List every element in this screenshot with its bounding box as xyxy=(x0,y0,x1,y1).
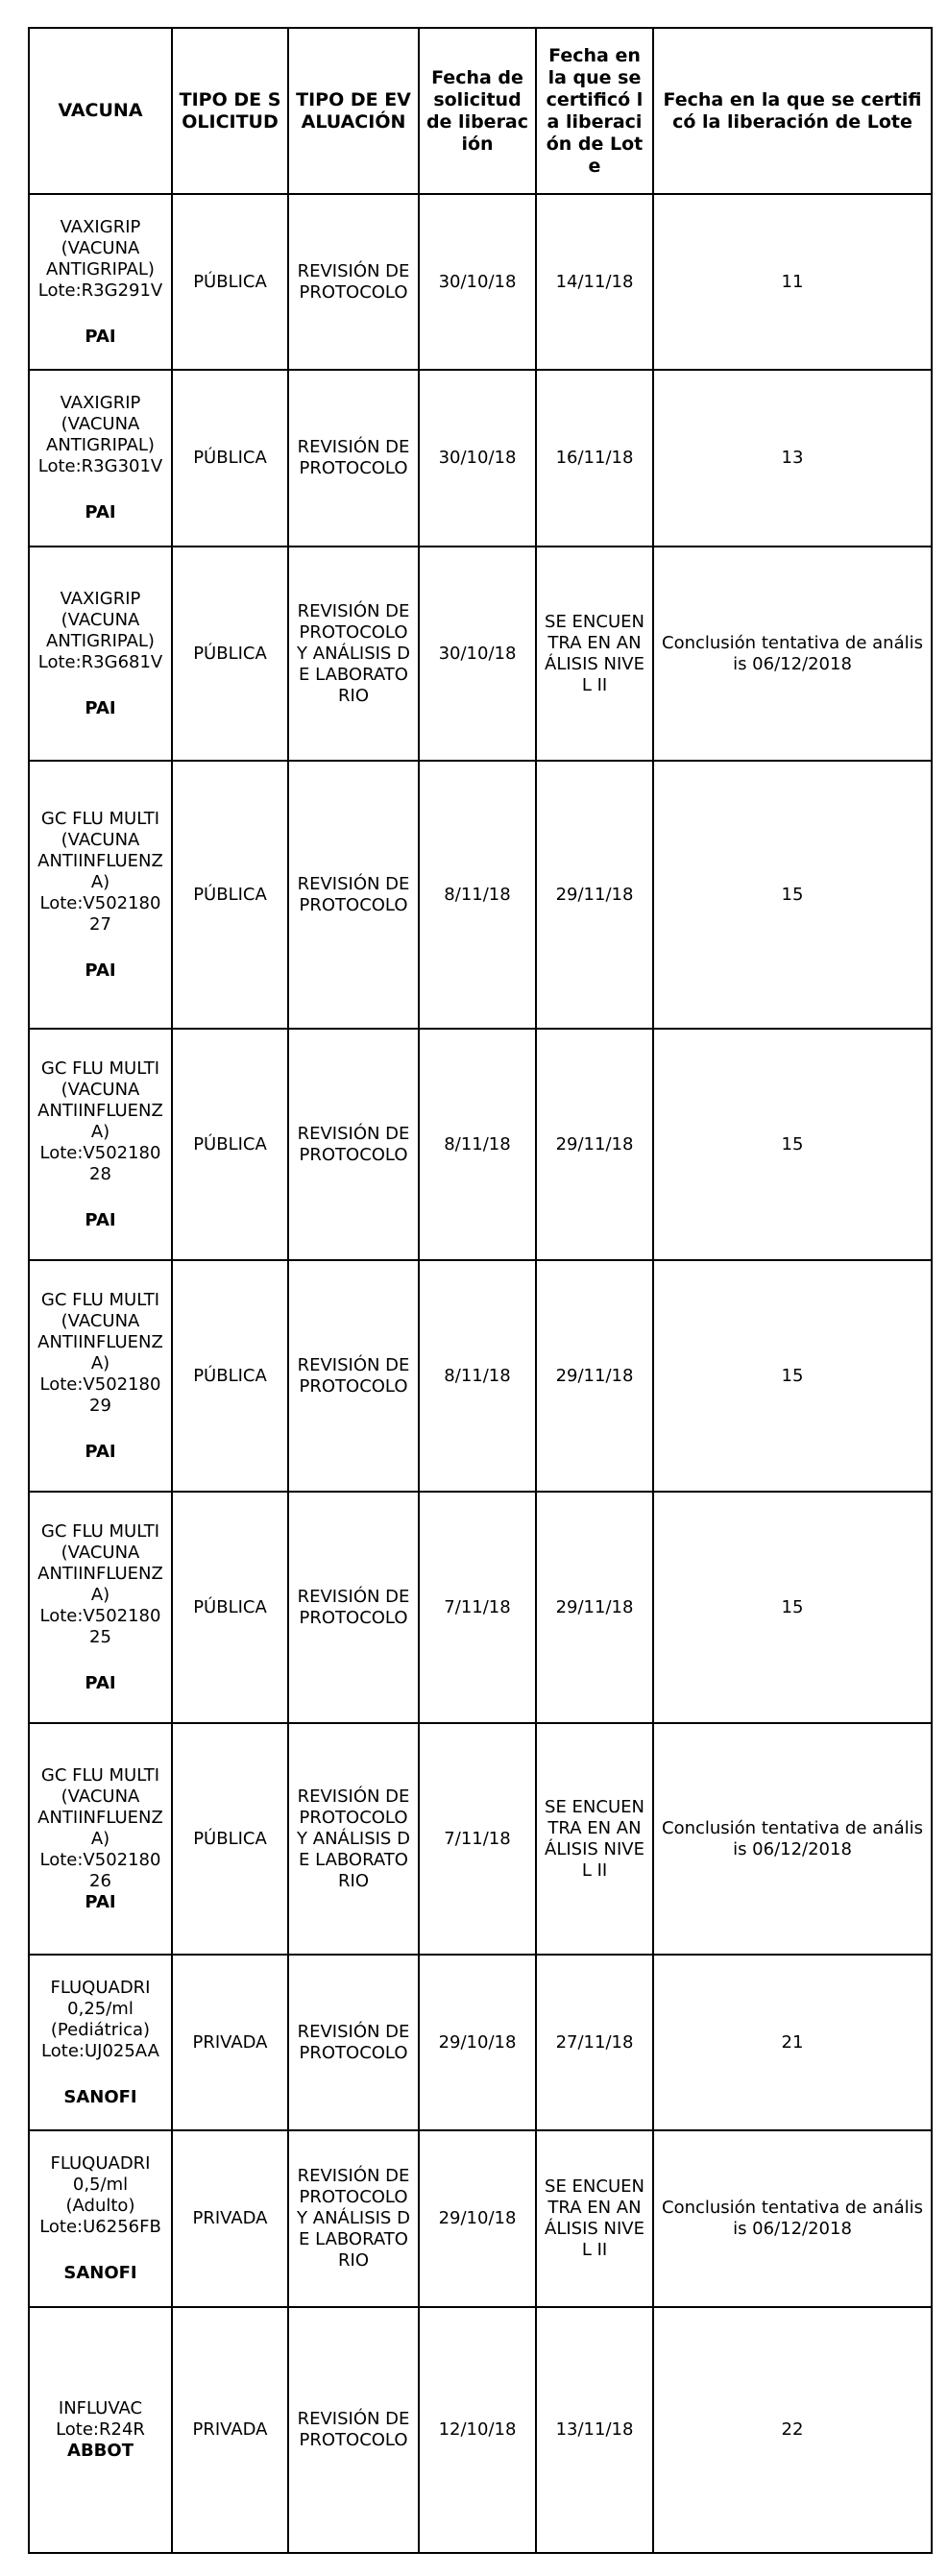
cell-resultado: 15 xyxy=(653,1029,932,1260)
vacuna-line: (VACUNA xyxy=(61,1786,140,1807)
vacuna-line: FLUQUADRI xyxy=(50,1977,151,1998)
vacuna-line: Lote:R24R xyxy=(56,2419,145,2440)
cell-solicitud: PRIVADA xyxy=(172,1955,288,2130)
cell-solicitud: PÚBLICA xyxy=(172,761,288,1029)
header-tipo-solicitud: TIPO DE SOLICITUD xyxy=(172,28,288,194)
cell-vacuna xyxy=(29,370,172,547)
cell-evaluacion: REVISIÓN DE PROTOCOLO xyxy=(288,761,419,1029)
vacuna-line: Lote:UJ025AA xyxy=(41,2040,159,2061)
program-tag: PAI xyxy=(85,697,116,718)
program-tag: PAI xyxy=(85,960,116,981)
program-tag: PAI xyxy=(85,326,116,347)
vacuna-line: INFLUVAC xyxy=(58,2398,143,2418)
cell-resultado: Conclusión tentativa de análisis 06/12/2018 xyxy=(653,547,932,761)
header-vacuna: VACUNA xyxy=(29,28,172,194)
vacuna-line: ANTIINFLUENZA) xyxy=(37,1807,163,1849)
cell-fecha-cert: 29/11/18 xyxy=(536,1492,653,1723)
cell-vacuna xyxy=(29,2307,172,2553)
vacuna-line: (Pediátrica) xyxy=(50,2019,151,2040)
vaccine-lot-table xyxy=(28,27,933,2554)
cell-fecha-solicitud: 8/11/18 xyxy=(419,761,536,1029)
program-tag: PAI xyxy=(85,1891,116,1912)
vacuna-line: (VACUNA xyxy=(61,1310,140,1331)
cell-evaluacion: REVISIÓN DE PROTOCOLO Y ANÁLISIS DE LABORATORIO xyxy=(288,547,419,761)
cell-vacuna xyxy=(29,547,172,761)
vacuna-line: (VACUNA xyxy=(61,237,140,258)
vacuna-line: Lote:U6256FB xyxy=(39,2217,161,2237)
cell-fecha-solicitud: 8/11/18 xyxy=(419,1260,536,1492)
cell-solicitud: PRIVADA xyxy=(172,2130,288,2307)
vacuna-line: GC FLU MULTI xyxy=(40,808,160,829)
manufacturer-tag: ABBOT xyxy=(67,2441,134,2461)
cell-fecha-solicitud: 29/10/18 xyxy=(419,1955,536,2130)
cell-fecha-cert: 16/11/18 xyxy=(536,370,653,547)
program-tag: PAI xyxy=(85,1441,116,1462)
cell-resultado: 15 xyxy=(653,761,932,1029)
cell-fecha-cert: SE ENCUENTRA EN ANÁLISIS NIVEL II xyxy=(536,2130,653,2307)
cell-fecha-solicitud: 7/11/18 xyxy=(419,1492,536,1723)
cell-fecha-cert: 14/11/18 xyxy=(536,194,653,370)
vacuna-line: 0,5/ml xyxy=(72,2175,129,2195)
cell-resultado: 15 xyxy=(653,1492,932,1723)
cell-vacuna xyxy=(29,2130,172,2307)
cell-resultado: Conclusión tentativa de análisis 06/12/2018 xyxy=(653,2130,932,2307)
program-tag: PAI xyxy=(85,1672,116,1693)
cell-resultado: Conclusión tentativa de análisis 06/12/2018 xyxy=(653,1723,932,1955)
cell-fecha-cert: 29/11/18 xyxy=(536,1029,653,1260)
cell-fecha-cert: SE ENCUENTRA EN ANÁLISIS NIVEL II xyxy=(536,547,653,761)
vacuna-line: GC FLU MULTI xyxy=(40,1057,160,1079)
cell-fecha-solicitud: 7/11/18 xyxy=(419,1723,536,1955)
cell-fecha-cert: 13/11/18 xyxy=(536,2307,653,2553)
cell-vacuna xyxy=(29,194,172,370)
vacuna-line: (VACUNA xyxy=(61,1542,140,1563)
cell-fecha-solicitud: 30/10/18 xyxy=(419,547,536,761)
cell-evaluacion: REVISIÓN DE PROTOCOLO xyxy=(288,2307,419,2553)
program-tag: PAI xyxy=(85,502,116,522)
vacuna-line: (VACUNA xyxy=(61,414,140,434)
cell-resultado: 21 xyxy=(653,1955,932,2130)
cell-resultado: 11 xyxy=(653,194,932,370)
cell-vacuna xyxy=(29,1260,172,1492)
table-row xyxy=(29,547,932,761)
vacuna-line: Lote:V50218026 xyxy=(39,1849,161,1891)
header-tipo-evaluacion: TIPO DE EVALUACIÓN xyxy=(288,28,419,194)
vacuna-line: (VACUNA xyxy=(61,609,140,630)
vacuna-line: GC FLU MULTI xyxy=(40,1764,160,1786)
table-row xyxy=(29,1723,932,1955)
vacuna-line: Lote:V50218025 xyxy=(39,1605,161,1647)
header-fecha-certificacion: Fecha en la que se certificó la liberación de Lote xyxy=(536,28,653,194)
cell-vacuna xyxy=(29,1492,172,1723)
vacuna-line: FLUQUADRI xyxy=(50,2153,151,2174)
vacuna-line: GC FLU MULTI xyxy=(40,1520,160,1542)
cell-evaluacion: REVISIÓN DE PROTOCOLO xyxy=(288,1029,419,1260)
cell-evaluacion: REVISIÓN DE PROTOCOLO xyxy=(288,1492,419,1723)
header-fecha-solicitud: Fecha de solicitud de liberación xyxy=(419,28,536,194)
vacuna-line: (Adulto) xyxy=(65,2196,135,2216)
cell-evaluacion: REVISIÓN DE PROTOCOLO xyxy=(288,1260,419,1492)
vacuna-line: ANTIGRIPAL) xyxy=(46,630,155,651)
cell-fecha-cert: 27/11/18 xyxy=(536,1955,653,2130)
program-tag: PAI xyxy=(85,1209,116,1230)
cell-solicitud: PÚBLICA xyxy=(172,1723,288,1955)
cell-solicitud: PÚBLICA xyxy=(172,1492,288,1723)
manufacturer-tag: SANOFI xyxy=(63,2086,137,2107)
cell-fecha-solicitud: 30/10/18 xyxy=(419,370,536,547)
cell-resultado: 22 xyxy=(653,2307,932,2553)
vacuna-line: (VACUNA xyxy=(61,829,140,850)
cell-fecha-cert: 29/11/18 xyxy=(536,1260,653,1492)
table-row xyxy=(29,761,932,1029)
cell-evaluacion: REVISIÓN DE PROTOCOLO Y ANÁLISIS DE LABORATORIO xyxy=(288,1723,419,1955)
table-row xyxy=(29,1955,932,2130)
table-row xyxy=(29,194,932,370)
cell-fecha-solicitud: 29/10/18 xyxy=(419,2130,536,2307)
vacuna-line: VAXIGRIP xyxy=(60,588,141,609)
vacuna-line: Lote:R3G291V xyxy=(37,279,163,301)
cell-solicitud: PRIVADA xyxy=(172,2307,288,2553)
vacuna-line: ANTIGRIPAL) xyxy=(46,435,155,455)
vacuna-line: (VACUNA xyxy=(61,1079,140,1100)
vacuna-line: ANTIINFLUENZA) xyxy=(37,1331,163,1373)
vacuna-line: 0,25/ml xyxy=(67,1998,134,2019)
vacuna-line: GC FLU MULTI xyxy=(40,1289,160,1310)
vacuna-line: VAXIGRIP xyxy=(60,393,141,413)
vacuna-line: ANTIGRIPAL) xyxy=(46,258,155,279)
table-row xyxy=(29,370,932,547)
cell-solicitud: PÚBLICA xyxy=(172,1260,288,1492)
cell-evaluacion: REVISIÓN DE PROTOCOLO xyxy=(288,194,419,370)
header-fecha-certificacion-detalle: Fecha en la que se certificó la liberación de Lote xyxy=(653,28,932,194)
cell-solicitud: PÚBLICA xyxy=(172,194,288,370)
vacuna-line: Lote:V50218027 xyxy=(39,892,161,935)
cell-evaluacion: REVISIÓN DE PROTOCOLO Y ANÁLISIS DE LABORATORIO xyxy=(288,2130,419,2307)
cell-resultado: 13 xyxy=(653,370,932,547)
table-row xyxy=(29,1029,932,1260)
cell-evaluacion: REVISIÓN DE PROTOCOLO xyxy=(288,1955,419,2130)
manufacturer-tag: SANOFI xyxy=(63,2263,137,2283)
cell-fecha-cert: SE ENCUENTRA EN ANÁLISIS NIVEL II xyxy=(536,1723,653,1955)
vacuna-line: Lote:R3G301V xyxy=(37,456,163,476)
vacuna-line: ANTIINFLUENZA) xyxy=(37,1100,163,1142)
cell-vacuna xyxy=(29,1955,172,2130)
cell-solicitud: PÚBLICA xyxy=(172,1029,288,1260)
cell-vacuna xyxy=(29,761,172,1029)
cell-solicitud: PÚBLICA xyxy=(172,370,288,547)
vacuna-line: Lote:V50218029 xyxy=(39,1373,161,1416)
vacuna-line: ANTIINFLUENZA) xyxy=(37,1563,163,1605)
cell-fecha-solicitud: 12/10/18 xyxy=(419,2307,536,2553)
vacuna-line: VAXIGRIP xyxy=(60,216,141,237)
cell-fecha-cert: 29/11/18 xyxy=(536,761,653,1029)
header-row xyxy=(29,28,932,194)
cell-evaluacion: REVISIÓN DE PROTOCOLO xyxy=(288,370,419,547)
table-row xyxy=(29,1260,932,1492)
cell-solicitud: PÚBLICA xyxy=(172,547,288,761)
vacuna-line: Lote:V50218028 xyxy=(39,1142,161,1184)
cell-vacuna xyxy=(29,1723,172,1955)
cell-resultado: 15 xyxy=(653,1260,932,1492)
cell-fecha-solicitud: 30/10/18 xyxy=(419,194,536,370)
cell-fecha-solicitud: 8/11/18 xyxy=(419,1029,536,1260)
table-row xyxy=(29,2307,932,2553)
table-row xyxy=(29,2130,932,2307)
table-row xyxy=(29,1492,932,1723)
cell-vacuna xyxy=(29,1029,172,1260)
vacuna-line: Lote:R3G681V xyxy=(37,651,163,672)
vacuna-line: ANTIINFLUENZA) xyxy=(37,850,163,892)
